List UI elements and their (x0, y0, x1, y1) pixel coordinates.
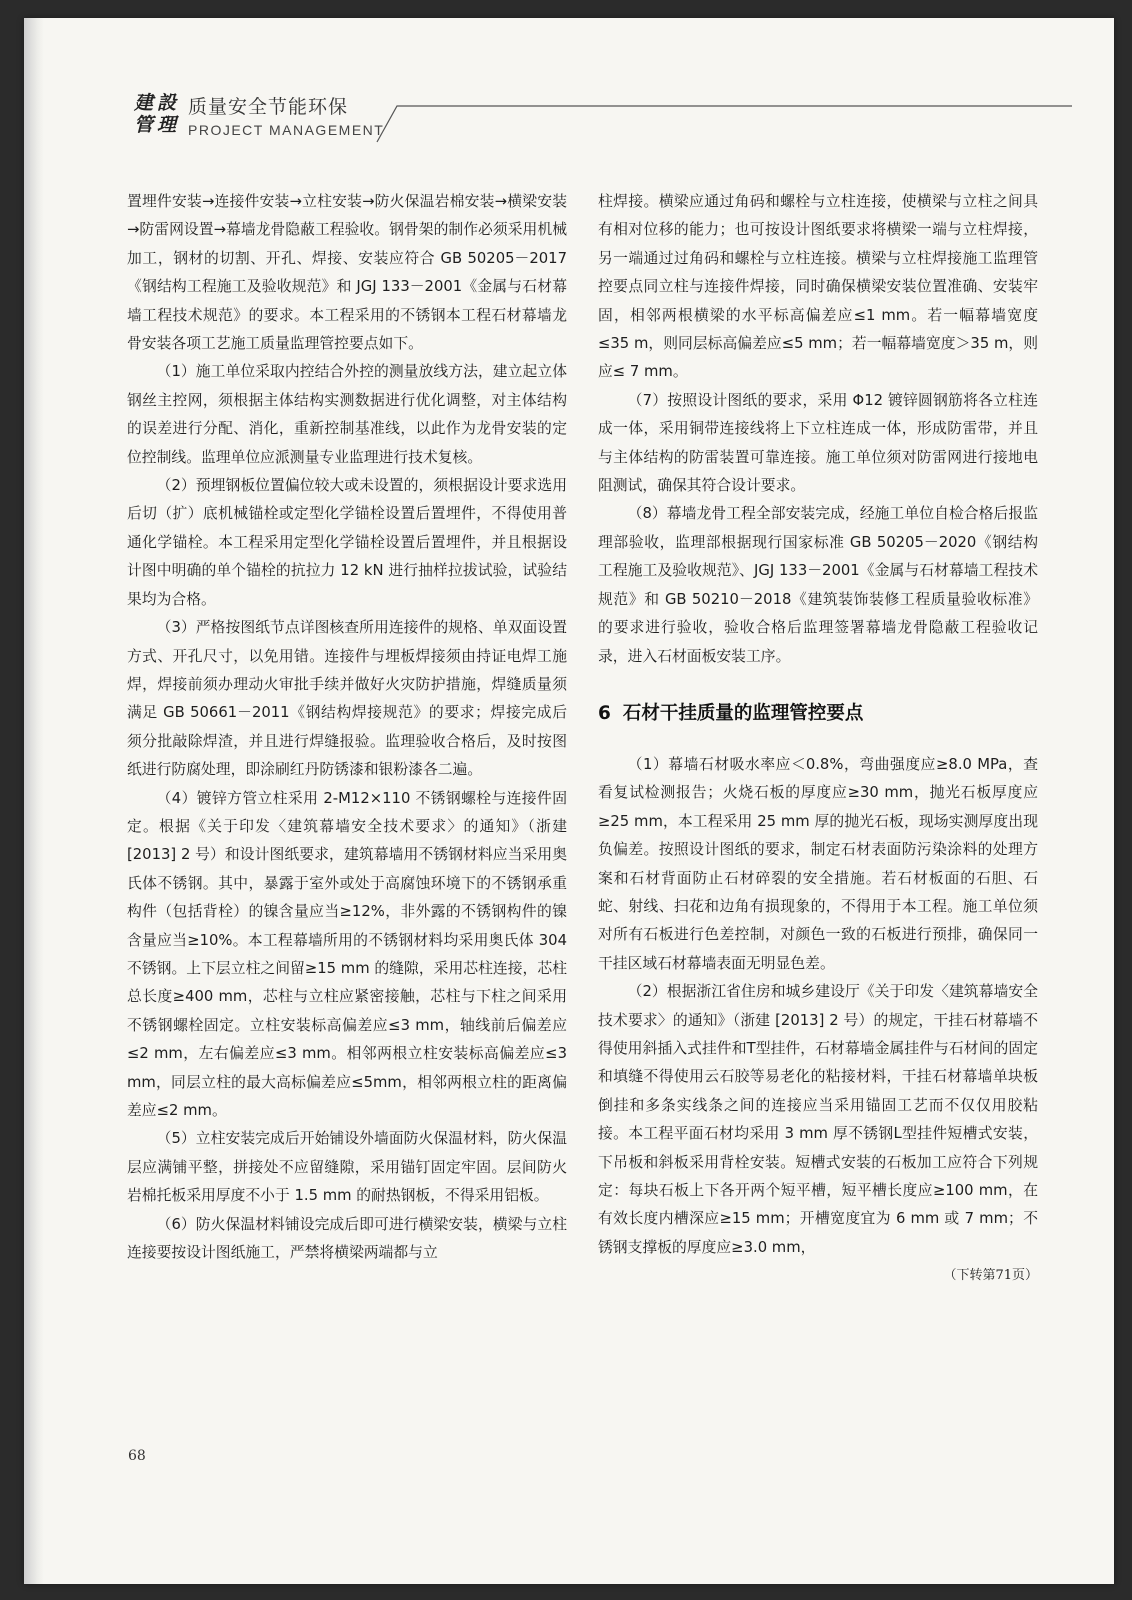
paragraph: （1）幕墙石材吸水率应＜0.8%，弯曲强度应≥8.0 MPa，查看复试检测报告；火烧石板的厚度应≥30 mm，抛光石板厚度应≥25 mm，本工程采用 25 mm 厚的抛光石板，现场实测厚度出现负偏差。按照设计图纸的要求，制定石材表面防污染涂料的处理方案和石材背面防止石材碎裂的安全措施。若石材板面的石胆、石蛇、射线、扫花和边角有损现象的，不得用于本工程。施工单位须对所有石板进行色差控制，对颜色一致的石板进行预排，确保同一干挂区域石材幕墙表面无明显色差。 (598, 755, 1038, 972)
paragraph: 置埋件安装→连接件安装→立柱安装→防火保温岩棉安装→横梁安装→防雷网设置→幕墙龙骨隐蔽工程验收。钢骨架的制作必须采用机械加工，钢材的切割、开孔、焊接、安装应符合 GB 50205－2017《钢结构工程施工及验收规范》和 JGJ 133－2001《金属与石材幕墙工程技术规范》的要求。本工程采用的不锈钢本工程石材幕墙龙骨安装各项工艺施工质量监理管控要点如下。 (127, 193, 567, 353)
logo-char: 設 (156, 92, 176, 114)
paragraph: （8）幕墙龙骨工程全部安装完成，经施工单位自检合格后报监理部验收，监理部根据现行国家标准 GB 50205－2020《钢结构工程施工及验收规范》、JGJ 133－2001《金属与石材幕墙工程技术规范》和 GB 50210－2018《建筑装饰装修工程质量验收标准》的要求进行验收，验收合格后监理签署幕墙龙骨隐蔽工程验收记录，进入石材面板安装工序。 (598, 505, 1038, 665)
logo-char: 管 (133, 114, 153, 136)
paragraph: （2）根据浙江省住房和城乡建设厅《关于印发〈建筑幕墙安全技术要求〉的通知》（浙建 [2013] 2 号）的规定，干挂石材幕墙不得使用斜插入式挂件和T型挂件，石材幕墙金属挂件与石材间的固定和填缝不得使用云石胶等易老化的粘接材料，干挂石材幕墙单块板倒挂和多条实线条之间的连接应当采用锚固工艺而不仅仅用胶粘接。本工程平面石材均采用 3 mm 厚不锈钢L型挂件短槽式安装，下吊板和斜板采用背栓安装。短槽式安装的石板加工应符合下列规定：每块石板上下各开两个短平槽，短平槽长度应≥100 mm，在有效长度内槽深应≥15 mm；开槽宽度宜为 6 mm 或 7 mm；不锈钢支撑板的厚度应≥3.0 mm， (598, 983, 1038, 1256)
paragraph: （7）按照设计图纸的要求，采用 Φ12 镀锌圆钢筋将各立柱连成一体，采用铜带连接线将上下立柱连成一体，形成防雷带，并且与主体结构的防雷装置可靠连接。施工单位须对防雷网进行接地电阻测试，确保其符合设计要求。 (598, 391, 1038, 495)
paragraph: （5）立柱安装完成后开始铺设外墙面防火保温材料，防火保温层应满铺平整，拼接处不应留缝隙，采用锚钉固定牢固。层间防火岩棉托板采用厚度不小于 1.5 mm 的耐热钢板，不得采用铝板。 (127, 1130, 567, 1205)
paragraph: （3）严格按图纸节点详图核查所用连接件的规格、单双面设置方式、开孔尺寸，以免用错。连接件与埋板焊接须由持证电焊工施焊，焊接前须办理动火审批手续并做好火灾防护措施，焊缝质量须满足 GB 50661－2011《钢结构焊接规范》的要求；焊接完成后须分批敲除焊渣，并且进行焊缝报验。监理验收合格后，及时按图纸进行防腐处理，即涂刷红丹防锈漆和银粉漆各二遍。 (127, 619, 567, 779)
journal-logo (132, 92, 178, 136)
page-binding-edge (24, 18, 44, 1584)
category-english: PROJECT MANAGEMENT (188, 122, 385, 138)
category-title: 质量安全节能环保 (188, 96, 349, 118)
page-header (132, 86, 1072, 146)
section-heading (598, 699, 1038, 729)
section-title: 石材干挂质量的监理管控要点 (622, 702, 864, 724)
paragraph: （2）预埋钢板位置偏位较大或未设置的，须根据设计要求选用后切（扩）底机械锚栓或定型化学锚栓设置后置埋件，不得使用普通化学锚栓。本工程采用定型化学锚栓设置后置埋件，并且根据设计图中明确的单个锚栓的抗拉力 12 kN 进行抽样拉拔试验，试验结果均为合格。 (127, 477, 567, 608)
section-number: 6 (598, 702, 611, 724)
paragraph: （6）防火保温材料铺设完成后即可进行横梁安装，横梁与立柱连接要按设计图纸施工，严禁将横梁两端都与立 (127, 1215, 567, 1262)
page-number: 68 (128, 1448, 146, 1464)
paragraph: （1）施工单位采取内控结合外控的测量放线方法，建立起立体钢丝主控网，须根据主体结构实测数据进行优化调整，对主体结构的误差进行分配、消化，重新控制基准线，以此作为龙骨安装的定位控制线。监理单位应派测量专业监理进行技术复核。 (127, 363, 567, 466)
left-column (127, 188, 567, 1267)
right-column (598, 188, 1038, 1288)
continued-note: （下转第71页） (943, 1268, 1038, 1284)
logo-char: 建 (133, 92, 153, 114)
logo-char: 理 (156, 114, 176, 136)
paragraph: （4）镀锌方管立柱采用 2-M12×110 不锈钢螺栓与连接件固定。根据《关于印发〈建筑幕墙安全技术要求〉的通知》（浙建 [2013] 2 号）和设计图纸要求，建筑幕墙用不锈钢材料应当采用奥氏体不锈钢。其中，暴露于室外或处于高腐蚀环境下的不锈钢承重构件（包括背栓）的镍含量应当≥12%，非外露的不锈钢构件的镍含量应当≥10%。本工程幕墙所用的不锈钢材料均采用奥氏体 304 不锈钢。上下层立柱之间留≥15 mm 的缝隙，采用芯柱连接，芯柱总长度≥400 mm，芯柱与立柱应紧密接触，芯柱与下柱之间采用不锈钢螺栓固定。立柱安装标高偏差应≤3 mm，轴线前后偏差应≤2 mm，左右偏差应≤3 mm。相邻两根立柱安装标高偏差应≤3 mm，同层立柱的最大高标偏差应≤5mm，相邻两根立柱的距离偏差应≤2 mm。 (127, 789, 567, 1119)
paragraph: 柱焊接。横梁应通过角码和螺栓与立柱连接，使横梁与立柱之间具有相对位移的能力；也可按设计图纸要求将横梁一端与立柱焊接，另一端通过过角码和螺栓与立柱连接。横梁与立柱焊接施工监理管控要点同立柱与连接件焊接，同时确保横梁安装位置准确、安装牢固，相邻两根横梁的水平标高偏差应≤1 mm。若一幅幕墙宽度≤35 m，则同层标高偏差应≤5 mm；若一幅幕墙宽度＞35 m，则应≤ 7 mm。 (598, 193, 1038, 381)
journal-page (24, 18, 1114, 1584)
